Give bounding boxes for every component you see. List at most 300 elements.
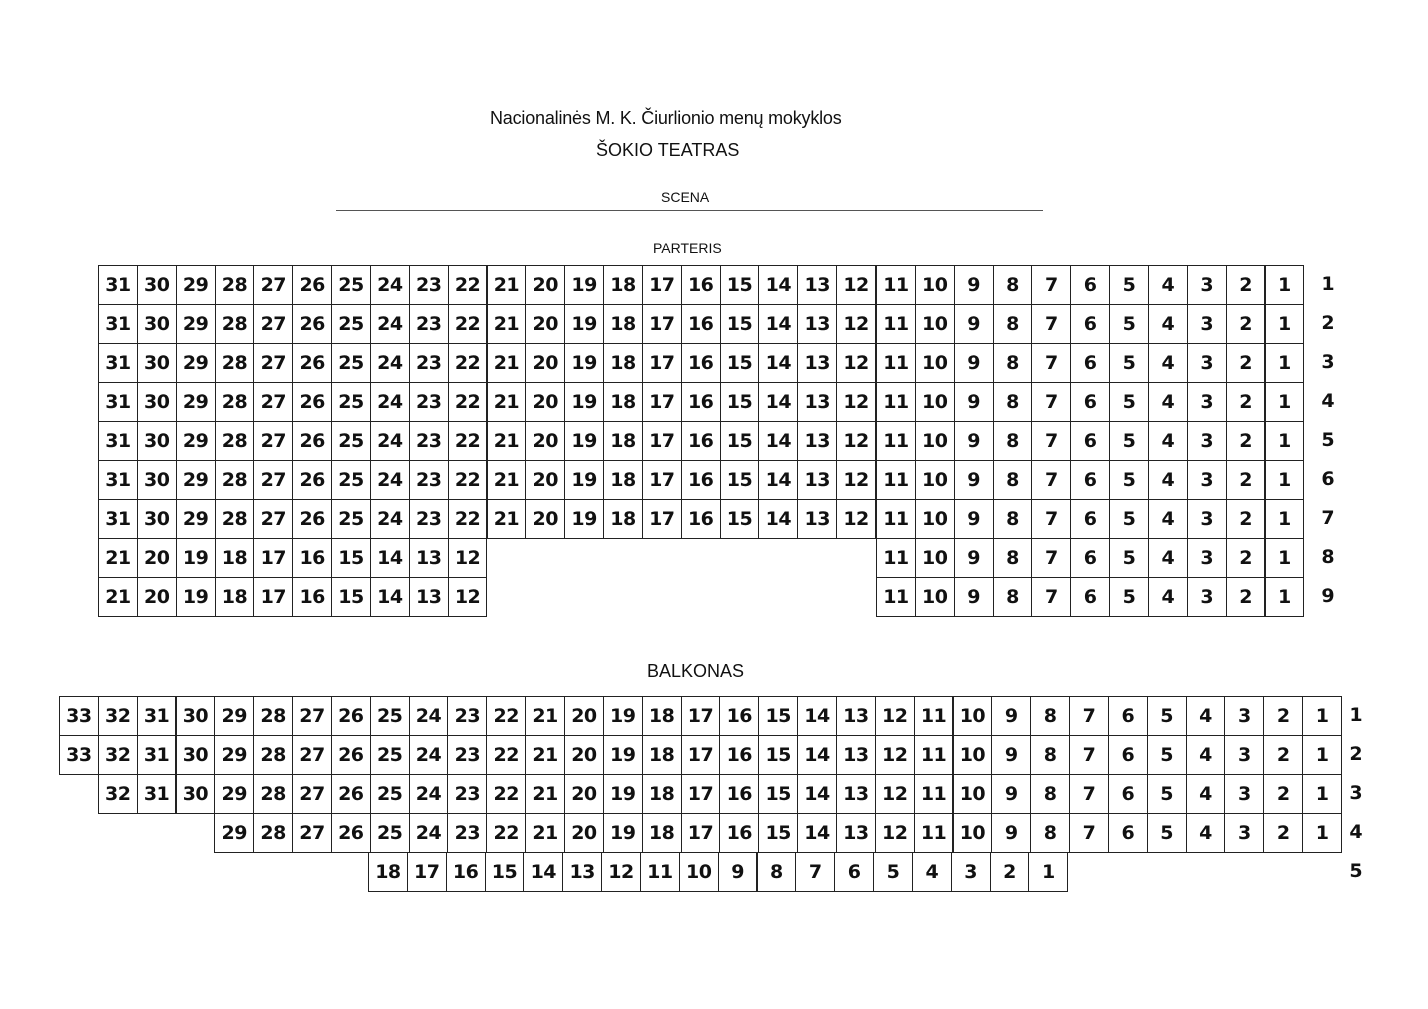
parteris-seat[interactable]: 28 [215,343,255,383]
parteris-seat[interactable]: 4 [1148,343,1188,383]
parteris-seat[interactable]: 17 [642,460,682,500]
balkonas-seat[interactable]: 4 [1186,774,1226,814]
parteris-seat[interactable]: 4 [1148,460,1188,500]
parteris-seat[interactable]: 12 [836,499,876,539]
parteris-seat[interactable]: 12 [836,460,876,500]
parteris-seat[interactable]: 8 [993,304,1033,344]
parteris-seat[interactable]: 2 [1226,304,1266,344]
balkonas-seat[interactable]: 18 [642,774,682,814]
parteris-seat[interactable]: 21 [487,265,527,305]
parteris-seat[interactable]: 15 [720,265,760,305]
balkonas-seat[interactable]: 24 [409,735,449,775]
parteris-seat[interactable]: 27 [253,499,293,539]
parteris-seat[interactable]: 28 [215,460,255,500]
balkonas-seat[interactable]: 2 [1263,774,1303,814]
balkonas-seat[interactable]: 28 [253,696,293,736]
balkonas-seat[interactable]: 26 [331,774,371,814]
parteris-seat[interactable]: 30 [137,421,177,461]
parteris-seat[interactable]: 9 [954,343,994,383]
parteris-seat[interactable]: 13 [409,538,449,578]
parteris-seat[interactable]: 6 [1070,343,1110,383]
parteris-seat[interactable]: 20 [525,499,565,539]
parteris-seat[interactable]: 13 [797,421,837,461]
parteris-seat[interactable]: 24 [370,265,410,305]
parteris-seat[interactable]: 8 [993,343,1033,383]
balkonas-seat[interactable]: 10 [679,852,719,892]
parteris-seat[interactable]: 9 [954,382,994,422]
parteris-seat[interactable]: 24 [370,460,410,500]
parteris-seat[interactable]: 19 [564,460,604,500]
parteris-seat[interactable]: 29 [176,265,216,305]
parteris-seat[interactable]: 4 [1148,421,1188,461]
balkonas-seat[interactable]: 15 [758,696,798,736]
parteris-seat[interactable]: 20 [137,577,177,617]
parteris-seat[interactable]: 27 [253,304,293,344]
parteris-seat[interactable]: 28 [215,265,255,305]
balkonas-seat[interactable]: 11 [914,696,954,736]
parteris-seat[interactable]: 25 [331,343,371,383]
balkonas-seat[interactable]: 6 [1108,813,1148,853]
parteris-seat[interactable]: 4 [1148,304,1188,344]
parteris-seat[interactable]: 26 [292,499,332,539]
parteris-seat[interactable]: 25 [331,460,371,500]
balkonas-seat[interactable]: 25 [370,735,410,775]
balkonas-seat[interactable]: 24 [409,774,449,814]
parteris-seat[interactable]: 10 [915,577,955,617]
parteris-seat[interactable]: 2 [1226,460,1266,500]
parteris-seat[interactable]: 11 [876,538,916,578]
parteris-seat[interactable]: 14 [758,421,798,461]
parteris-seat[interactable]: 14 [758,499,798,539]
parteris-seat[interactable]: 22 [448,382,488,422]
balkonas-seat[interactable]: 25 [370,774,410,814]
parteris-seat[interactable]: 12 [836,343,876,383]
parteris-seat[interactable]: 7 [1031,304,1071,344]
parteris-seat[interactable]: 22 [448,421,488,461]
parteris-seat[interactable]: 11 [876,577,916,617]
balkonas-seat[interactable]: 33 [59,696,99,736]
parteris-seat[interactable]: 9 [954,460,994,500]
parteris-seat[interactable]: 9 [954,421,994,461]
balkonas-seat[interactable]: 23 [447,735,487,775]
balkonas-seat[interactable]: 3 [1224,774,1264,814]
parteris-seat[interactable]: 26 [292,382,332,422]
parteris-seat[interactable]: 6 [1070,538,1110,578]
parteris-seat[interactable]: 10 [915,382,955,422]
parteris-seat[interactable]: 21 [487,421,527,461]
parteris-seat[interactable]: 28 [215,382,255,422]
balkonas-seat[interactable]: 5 [1147,774,1187,814]
balkonas-seat[interactable]: 11 [914,813,954,853]
parteris-seat[interactable]: 14 [370,577,410,617]
balkonas-seat[interactable]: 9 [991,735,1031,775]
parteris-seat[interactable]: 3 [1187,499,1227,539]
balkonas-seat[interactable]: 8 [1030,696,1070,736]
parteris-seat[interactable]: 2 [1226,343,1266,383]
parteris-seat[interactable]: 18 [603,382,643,422]
balkonas-seat[interactable]: 13 [562,852,602,892]
balkonas-seat[interactable]: 19 [603,774,643,814]
parteris-seat[interactable]: 5 [1109,265,1149,305]
parteris-seat[interactable]: 6 [1070,382,1110,422]
parteris-seat[interactable]: 1 [1265,499,1305,539]
parteris-seat[interactable]: 3 [1187,538,1227,578]
parteris-seat[interactable]: 11 [876,265,916,305]
parteris-seat[interactable]: 3 [1187,304,1227,344]
parteris-seat[interactable]: 13 [409,577,449,617]
parteris-seat[interactable]: 5 [1109,343,1149,383]
balkonas-seat[interactable]: 4 [1186,813,1226,853]
parteris-seat[interactable]: 17 [253,538,293,578]
parteris-seat[interactable]: 25 [331,304,371,344]
parteris-seat[interactable]: 31 [98,460,138,500]
parteris-seat[interactable]: 18 [603,265,643,305]
balkonas-seat[interactable]: 25 [370,696,410,736]
parteris-seat[interactable]: 6 [1070,421,1110,461]
parteris-seat[interactable]: 20 [525,304,565,344]
parteris-seat[interactable]: 19 [564,421,604,461]
parteris-seat[interactable]: 28 [215,499,255,539]
parteris-seat[interactable]: 29 [176,499,216,539]
parteris-seat[interactable]: 15 [331,577,371,617]
parteris-seat[interactable]: 24 [370,343,410,383]
balkonas-seat[interactable]: 16 [719,735,759,775]
parteris-seat[interactable]: 5 [1109,304,1149,344]
parteris-seat[interactable]: 31 [98,499,138,539]
parteris-seat[interactable]: 7 [1031,538,1071,578]
parteris-seat[interactable]: 12 [448,577,488,617]
balkonas-seat[interactable]: 15 [485,852,525,892]
balkonas-seat[interactable]: 12 [875,774,915,814]
parteris-seat[interactable]: 23 [409,460,449,500]
balkonas-seat[interactable]: 11 [640,852,680,892]
parteris-seat[interactable]: 7 [1031,577,1071,617]
parteris-seat[interactable]: 11 [876,460,916,500]
balkonas-seat[interactable]: 23 [447,696,487,736]
parteris-seat[interactable]: 1 [1265,382,1305,422]
parteris-seat[interactable]: 20 [525,265,565,305]
balkonas-seat[interactable]: 5 [1147,696,1187,736]
balkonas-seat[interactable]: 21 [525,735,565,775]
parteris-seat[interactable]: 10 [915,304,955,344]
balkonas-seat[interactable]: 26 [331,735,371,775]
parteris-seat[interactable]: 15 [720,382,760,422]
parteris-seat[interactable]: 11 [876,304,916,344]
balkonas-seat[interactable]: 20 [564,813,604,853]
parteris-seat[interactable]: 10 [915,460,955,500]
parteris-seat[interactable]: 23 [409,265,449,305]
parteris-seat[interactable]: 4 [1148,499,1188,539]
parteris-seat[interactable]: 8 [993,499,1033,539]
balkonas-seat[interactable]: 1 [1028,852,1068,892]
balkonas-seat[interactable]: 7 [1069,774,1109,814]
balkonas-seat[interactable]: 9 [991,813,1031,853]
parteris-seat[interactable]: 29 [176,460,216,500]
balkonas-seat[interactable]: 2 [1263,813,1303,853]
balkonas-seat[interactable]: 9 [991,774,1031,814]
balkonas-seat[interactable]: 9 [718,852,758,892]
balkonas-seat[interactable]: 22 [486,774,526,814]
parteris-seat[interactable]: 16 [681,499,721,539]
parteris-seat[interactable]: 22 [448,460,488,500]
parteris-seat[interactable]: 2 [1226,538,1266,578]
parteris-seat[interactable]: 17 [253,577,293,617]
parteris-seat[interactable]: 16 [292,538,332,578]
parteris-seat[interactable]: 2 [1226,577,1266,617]
parteris-seat[interactable]: 9 [954,577,994,617]
parteris-seat[interactable]: 29 [176,343,216,383]
balkonas-seat[interactable]: 16 [719,696,759,736]
parteris-seat[interactable]: 23 [409,421,449,461]
parteris-seat[interactable]: 20 [137,538,177,578]
parteris-seat[interactable]: 17 [642,265,682,305]
balkonas-seat[interactable]: 21 [525,813,565,853]
parteris-seat[interactable]: 15 [720,304,760,344]
parteris-seat[interactable]: 30 [137,343,177,383]
balkonas-seat[interactable]: 14 [797,696,837,736]
parteris-seat[interactable]: 18 [603,343,643,383]
parteris-seat[interactable]: 5 [1109,538,1149,578]
parteris-seat[interactable]: 9 [954,538,994,578]
balkonas-seat[interactable]: 14 [797,735,837,775]
balkonas-seat[interactable]: 17 [407,852,447,892]
balkonas-seat[interactable]: 13 [836,735,876,775]
parteris-seat[interactable]: 4 [1148,265,1188,305]
parteris-seat[interactable]: 24 [370,382,410,422]
parteris-seat[interactable]: 24 [370,304,410,344]
balkonas-seat[interactable]: 10 [953,813,993,853]
balkonas-seat[interactable]: 14 [797,813,837,853]
parteris-seat[interactable]: 4 [1148,538,1188,578]
parteris-seat[interactable]: 17 [642,499,682,539]
parteris-seat[interactable]: 9 [954,265,994,305]
parteris-seat[interactable]: 12 [836,304,876,344]
balkonas-seat[interactable]: 17 [681,813,721,853]
parteris-seat[interactable]: 19 [564,265,604,305]
balkonas-seat[interactable]: 15 [758,774,798,814]
parteris-seat[interactable]: 7 [1031,343,1071,383]
parteris-seat[interactable]: 16 [681,421,721,461]
parteris-seat[interactable]: 1 [1265,538,1305,578]
balkonas-seat[interactable]: 23 [447,813,487,853]
parteris-seat[interactable]: 6 [1070,304,1110,344]
parteris-seat[interactable]: 3 [1187,421,1227,461]
balkonas-seat[interactable]: 22 [486,735,526,775]
balkonas-seat[interactable]: 8 [1030,813,1070,853]
parteris-seat[interactable]: 11 [876,382,916,422]
parteris-seat[interactable]: 18 [603,421,643,461]
balkonas-seat[interactable]: 22 [486,813,526,853]
balkonas-seat[interactable]: 1 [1302,735,1342,775]
parteris-seat[interactable]: 14 [758,460,798,500]
parteris-seat[interactable]: 22 [448,265,488,305]
balkonas-seat[interactable]: 29 [214,735,254,775]
parteris-seat[interactable]: 21 [487,343,527,383]
parteris-seat[interactable]: 1 [1265,460,1305,500]
balkonas-seat[interactable]: 26 [331,696,371,736]
balkonas-seat[interactable]: 20 [564,696,604,736]
parteris-seat[interactable]: 16 [681,265,721,305]
parteris-seat[interactable]: 28 [215,421,255,461]
parteris-seat[interactable]: 27 [253,265,293,305]
balkonas-seat[interactable]: 5 [873,852,913,892]
parteris-seat[interactable]: 6 [1070,577,1110,617]
balkonas-seat[interactable]: 21 [525,696,565,736]
balkonas-seat[interactable]: 29 [214,813,254,853]
parteris-seat[interactable]: 30 [137,460,177,500]
balkonas-seat[interactable]: 12 [875,813,915,853]
balkonas-seat[interactable]: 21 [525,774,565,814]
balkonas-seat[interactable]: 11 [914,774,954,814]
balkonas-seat[interactable]: 6 [1108,696,1148,736]
parteris-seat[interactable]: 31 [98,382,138,422]
parteris-seat[interactable]: 10 [915,538,955,578]
parteris-seat[interactable]: 23 [409,499,449,539]
balkonas-seat[interactable]: 14 [797,774,837,814]
balkonas-seat[interactable]: 15 [758,735,798,775]
balkonas-seat[interactable]: 1 [1302,696,1342,736]
parteris-seat[interactable]: 8 [993,538,1033,578]
parteris-seat[interactable]: 20 [525,460,565,500]
balkonas-seat[interactable]: 33 [59,735,99,775]
parteris-seat[interactable]: 25 [331,382,371,422]
parteris-seat[interactable]: 15 [720,421,760,461]
parteris-seat[interactable]: 18 [215,538,255,578]
parteris-seat[interactable]: 11 [876,421,916,461]
balkonas-seat[interactable]: 18 [642,735,682,775]
balkonas-seat[interactable]: 3 [1224,813,1264,853]
parteris-seat[interactable]: 18 [603,304,643,344]
parteris-seat[interactable]: 19 [564,304,604,344]
parteris-seat[interactable]: 29 [176,304,216,344]
parteris-seat[interactable]: 28 [215,304,255,344]
parteris-seat[interactable]: 26 [292,265,332,305]
parteris-seat[interactable]: 23 [409,304,449,344]
parteris-seat[interactable]: 5 [1109,499,1149,539]
balkonas-seat[interactable]: 7 [795,852,835,892]
parteris-seat[interactable]: 3 [1187,460,1227,500]
balkonas-seat[interactable]: 19 [603,696,643,736]
parteris-seat[interactable]: 1 [1265,421,1305,461]
parteris-seat[interactable]: 12 [836,265,876,305]
parteris-seat[interactable]: 24 [370,421,410,461]
balkonas-seat[interactable]: 18 [642,813,682,853]
parteris-seat[interactable]: 20 [525,382,565,422]
parteris-seat[interactable]: 14 [758,304,798,344]
parteris-seat[interactable]: 17 [642,304,682,344]
parteris-seat[interactable]: 17 [642,382,682,422]
parteris-seat[interactable]: 8 [993,382,1033,422]
parteris-seat[interactable]: 1 [1265,343,1305,383]
parteris-seat[interactable]: 21 [98,577,138,617]
parteris-seat[interactable]: 21 [487,460,527,500]
parteris-seat[interactable]: 14 [758,343,798,383]
balkonas-seat[interactable]: 27 [292,735,332,775]
parteris-seat[interactable]: 30 [137,382,177,422]
parteris-seat[interactable]: 13 [797,304,837,344]
parteris-seat[interactable]: 4 [1148,577,1188,617]
parteris-seat[interactable]: 3 [1187,265,1227,305]
parteris-seat[interactable]: 6 [1070,460,1110,500]
parteris-seat[interactable]: 16 [681,382,721,422]
balkonas-seat[interactable]: 6 [1108,735,1148,775]
parteris-seat[interactable]: 7 [1031,421,1071,461]
parteris-seat[interactable]: 24 [370,499,410,539]
parteris-seat[interactable]: 3 [1187,382,1227,422]
parteris-seat[interactable]: 15 [720,499,760,539]
parteris-seat[interactable]: 26 [292,421,332,461]
balkonas-seat[interactable]: 17 [681,696,721,736]
balkonas-seat[interactable]: 20 [564,735,604,775]
parteris-seat[interactable]: 31 [98,343,138,383]
balkonas-seat[interactable]: 18 [642,696,682,736]
parteris-seat[interactable]: 30 [137,304,177,344]
parteris-seat[interactable]: 12 [448,538,488,578]
balkonas-seat[interactable]: 24 [409,813,449,853]
balkonas-seat[interactable]: 12 [875,696,915,736]
balkonas-seat[interactable]: 13 [836,774,876,814]
parteris-seat[interactable]: 25 [331,421,371,461]
parteris-seat[interactable]: 21 [487,304,527,344]
balkonas-seat[interactable]: 11 [914,735,954,775]
balkonas-seat[interactable]: 29 [214,774,254,814]
parteris-seat[interactable]: 16 [681,460,721,500]
balkonas-seat[interactable]: 7 [1069,813,1109,853]
balkonas-seat[interactable]: 20 [564,774,604,814]
parteris-seat[interactable]: 2 [1226,499,1266,539]
parteris-seat[interactable]: 10 [915,421,955,461]
parteris-seat[interactable]: 2 [1226,382,1266,422]
balkonas-seat[interactable]: 27 [292,774,332,814]
parteris-seat[interactable]: 8 [993,421,1033,461]
parteris-seat[interactable]: 18 [603,499,643,539]
parteris-seat[interactable]: 7 [1031,382,1071,422]
parteris-seat[interactable]: 16 [292,577,332,617]
parteris-seat[interactable]: 5 [1109,421,1149,461]
parteris-seat[interactable]: 15 [720,460,760,500]
balkonas-seat[interactable]: 8 [1030,735,1070,775]
balkonas-seat[interactable]: 19 [603,813,643,853]
balkonas-seat[interactable]: 1 [1302,774,1342,814]
balkonas-seat[interactable]: 6 [834,852,874,892]
balkonas-seat[interactable]: 13 [836,813,876,853]
parteris-seat[interactable]: 16 [681,304,721,344]
balkonas-seat[interactable]: 31 [137,735,177,775]
parteris-seat[interactable]: 8 [993,265,1033,305]
parteris-seat[interactable]: 19 [176,577,216,617]
balkonas-seat[interactable]: 8 [1030,774,1070,814]
balkonas-seat[interactable]: 23 [447,774,487,814]
parteris-seat[interactable]: 25 [331,265,371,305]
balkonas-seat[interactable]: 27 [292,813,332,853]
parteris-seat[interactable]: 13 [797,343,837,383]
parteris-seat[interactable]: 25 [331,499,371,539]
parteris-seat[interactable]: 17 [642,343,682,383]
parteris-seat[interactable]: 5 [1109,382,1149,422]
parteris-seat[interactable]: 13 [797,265,837,305]
parteris-seat[interactable]: 13 [797,382,837,422]
parteris-seat[interactable]: 15 [720,343,760,383]
parteris-seat[interactable]: 30 [137,499,177,539]
parteris-seat[interactable]: 23 [409,343,449,383]
parteris-seat[interactable]: 19 [564,499,604,539]
balkonas-seat[interactable]: 8 [757,852,797,892]
parteris-seat[interactable]: 27 [253,460,293,500]
parteris-seat[interactable]: 10 [915,499,955,539]
parteris-seat[interactable]: 27 [253,343,293,383]
parteris-seat[interactable]: 12 [836,421,876,461]
parteris-seat[interactable]: 17 [642,421,682,461]
